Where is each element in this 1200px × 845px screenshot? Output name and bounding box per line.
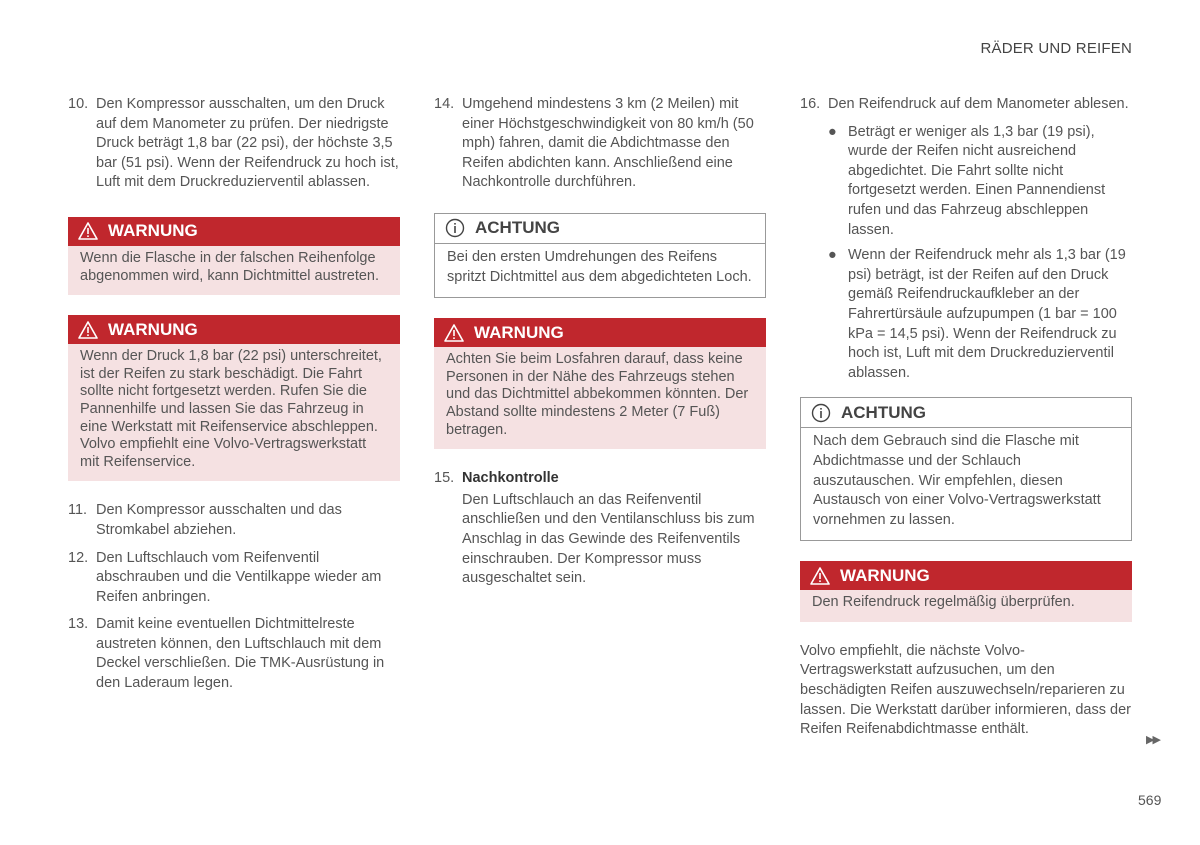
section-title: RÄDER UND REIFEN	[980, 40, 1132, 57]
info-circle-icon	[445, 218, 465, 238]
warning-label: WARNUNG	[108, 221, 198, 241]
closing-paragraph: Volvo empfiehlt, die nächste Volvo-Vertragswerkstatt aufzusuchen, um den beschädigten Reifen auszuwechseln/reparieren zu lassen. Die Werkstatt darüber informieren, dass der Reifen Reifenabdichtmasse enthält.	[800, 642, 1131, 738]
step-number: 16.	[800, 96, 821, 112]
caution-header	[435, 214, 765, 244]
step-text: Den Reifendruck auf dem Manometer ablesen.	[828, 96, 1129, 112]
step-text: Den Kompressor ausschalten, um den Druck auf dem Manometer zu prüfen. Der niedrigste Druck beträgt 1,8 bar (22 psi), der höchste 3,5 bar (51 psi). Wenn der Reifendruck zu hoch ist, Luft mit dem Druckreduzierventil ablassen.	[96, 96, 399, 191]
step-14	[434, 95, 766, 193]
next-page-arrow-icon: ▶▶	[1146, 734, 1159, 746]
warning-header	[434, 318, 766, 347]
caution-box	[434, 213, 766, 298]
step-number: 11.	[68, 502, 88, 519]
column-middle	[434, 95, 766, 589]
bullet-icon: ●	[828, 123, 837, 140]
step-text: Damit keine eventuellen Dichtmittelreste austreten können, den Luftschlauch mit dem Deckel verschließen. Die TMK-Ausrüstung in den Laderaum legen.	[96, 616, 385, 692]
list-item	[828, 246, 1132, 383]
warning-box	[68, 217, 400, 295]
warning-box	[68, 315, 400, 481]
step-11	[68, 501, 400, 540]
bullet-list	[828, 123, 1132, 384]
step-title: Nachkontrolle	[462, 470, 559, 487]
step-number: 14.	[434, 96, 455, 112]
warning-header	[68, 217, 400, 246]
warning-box	[434, 318, 766, 449]
warning-text: Den Reifendruck regelmäßig überprüfen.	[800, 590, 1132, 622]
step-10	[68, 95, 400, 193]
step-text: Umgehend mindestens 3 km (2 Meilen) mit einer Höchstgeschwindigkeit von 80 km/h (50 mph) fahren, damit die Abdichtmasse den Reifen abdichten kann. Anschließend eine Nachkontrolle durchführen.	[462, 96, 754, 191]
caution-text: Nach dem Gebrauch sind die Flasche mit Abdichtmasse und der Schlauch auszutauschen. Wir empfehlen, diesen Austausch von einer Volvo-Vertragswerkstatt vornehmen zu lassen.	[813, 433, 1101, 528]
column-right	[800, 95, 1132, 740]
step-number: 10.	[68, 96, 89, 112]
page-number: 569	[1138, 792, 1162, 808]
warning-triangle-icon	[78, 321, 98, 339]
step-13	[68, 615, 400, 693]
step-15	[434, 469, 766, 489]
warning-text: Wenn der Druck 1,8 bar (22 psi) unterschreitet, ist der Reifen zu stark beschädigt. Die Fahrt sollte nicht fortgesetzt werden. Rufen Sie die Pannenhilfe und lassen Sie das Fahrzeug in eine Werkstatt mit Reifenservice abschleppen. Volvo empfiehlt eine Volvo-Vertragswerkstatt mit Reifenservice.	[68, 344, 400, 481]
caution-header	[801, 398, 1131, 428]
step-number: 15.	[434, 470, 455, 487]
warning-triangle-icon	[78, 222, 98, 240]
warning-box	[800, 561, 1132, 622]
step-text: Den Luftschlauch an das Reifenventil anschließen und den Ventilanschluss bis zum Anschlag in das Gewinde des Reifenventils einschrauben. Der Kompressor muss ausgeschaltet sein.	[462, 491, 755, 587]
bullet-text: Beträgt er weniger als 1,3 bar (19 psi), wurde der Reifen nicht ausreichend abgedichtet. Die Fahrt sollte nicht fortgesetzt werden. Einen Pannendienst rufen und das Fahrzeug abschleppen lassen.	[848, 123, 1106, 238]
step-number: 13.	[68, 616, 89, 633]
warning-label: WARNUNG	[108, 319, 198, 339]
warning-triangle-icon	[444, 324, 464, 342]
warning-triangle-icon	[810, 567, 830, 585]
step-12	[68, 549, 400, 608]
caution-label: ACHTUNG	[841, 402, 926, 422]
warning-text: Wenn die Flasche in der falschen Reihenfolge abgenommen wird, kann Dichtmittel austreten.	[68, 246, 400, 295]
warning-header	[68, 315, 400, 344]
list-item	[828, 123, 1132, 241]
step-text: Den Luftschlauch vom Reifenventil abschrauben und die Ventilkappe wieder am Reifen anbringen.	[96, 549, 382, 605]
caution-text: Bei den ersten Umdrehungen des Reifens spritzt Dichtmittel aus dem abgedichteten Loch.	[447, 248, 752, 285]
step-16	[800, 95, 1132, 115]
bullet-text: Wenn der Reifendruck mehr als 1,3 bar (19 psi) beträgt, ist der Reifen auf den Druck gemäß Reifendruckaufkleber an der Fahrertürsäule aufzupumpen (1 bar = 100 kPa = 14,5 psi). Wenn der Reifendruck zu hoch ist, Luft mit dem Druckreduzierventil ablassen.	[848, 247, 1126, 381]
step-number: 12.	[68, 549, 89, 566]
info-circle-icon	[811, 403, 831, 423]
warning-text: Achten Sie beim Losfahren darauf, dass keine Personen in der Nähe des Fahrzeugs stehen und das Dichtmittel abbekommen könnten. Der Abstand sollte mindestens 2 Meter (7 Fuß) betragen.	[434, 347, 766, 449]
warning-label: WARNUNG	[474, 322, 564, 342]
column-left	[68, 95, 400, 702]
step-text: Den Kompressor ausschalten und das Stromkabel abziehen.	[96, 502, 342, 538]
caution-label: ACHTUNG	[475, 218, 560, 238]
warning-header	[800, 561, 1132, 590]
caution-box	[800, 397, 1132, 541]
bullet-icon: ●	[828, 247, 837, 264]
warning-label: WARNUNG	[840, 565, 930, 585]
